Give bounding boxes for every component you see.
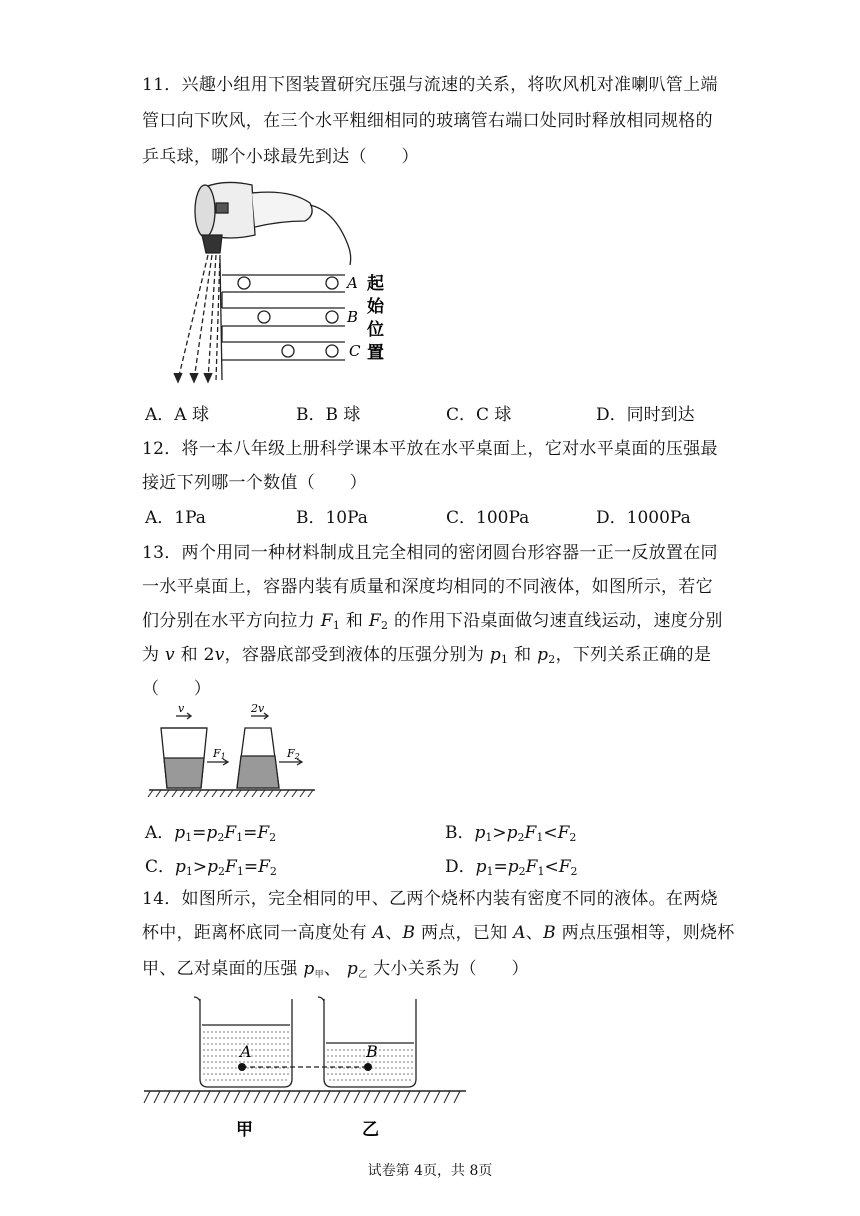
velocity-label-1: v	[178, 702, 185, 715]
tube-label-b: B	[347, 308, 359, 326]
q13-line-3: 们分别在水平方向拉力 $F_1$ 和 $F_2$ 的作用下沿桌面做匀速直线运动，速度分别	[142, 611, 723, 632]
side-label-3: 位	[367, 320, 384, 340]
point-a-label: A	[240, 1042, 252, 1061]
q11-option-b[interactable]: B．B 球	[296, 405, 361, 425]
q12-line-2: 接近下列哪一个数值（ ）	[142, 473, 367, 493]
q13-option-c[interactable]: C．$p_1>p_2F_1=F_2$	[145, 857, 277, 878]
q13-line-1: 13．两个用同一种材料制成且完全相同的密闭圆台形容器一正一反放置在同	[142, 543, 718, 563]
q12-option-d[interactable]: D．1000Pa	[596, 508, 691, 528]
q13-line-4: 为 v 和 2v，容器底部受到液体的压强分别为 $p_1$ 和 $p_2$，下列关系正确的是	[142, 645, 712, 666]
side-label-4: 置	[367, 343, 384, 363]
q12-option-a[interactable]: A．1Pa	[145, 508, 206, 528]
q11-line-2: 管口向下吹风，在三个水平粗细相同的玻璃管右端口处同时释放相同规格的	[142, 111, 713, 131]
beaker-label-yi: 乙	[362, 1120, 379, 1140]
tube-label-a: A	[347, 274, 358, 292]
point-b-label: B	[366, 1042, 378, 1061]
q11-option-c[interactable]: C．C 球	[446, 405, 512, 425]
q13-option-b[interactable]: B．$p_1>p_2F_1<F_2$	[445, 823, 577, 844]
q14-beakers-figure	[140, 995, 470, 1165]
tube-label-c: C	[349, 342, 361, 360]
q11-option-a[interactable]: A．A 球	[145, 405, 209, 425]
q14-line-1: 14．如图所示，完全相同的甲、乙两个烧杯内装有密度不同的液体。在两烧	[142, 889, 718, 909]
q13-line-5: （ ）	[142, 679, 212, 699]
q12-line-1: 12．将一本八年级上册科学课本平放在水平桌面上，它对水平桌面的压强最	[142, 439, 718, 459]
svg-text:F2: F2	[287, 747, 300, 761]
q11-line-1: 11．兴趣小组用下图装置研究压强与流速的关系，将吹风机对准喇叭管上端	[142, 75, 718, 95]
q13-option-d[interactable]: D．$p_1=p_2F_1<F_2$	[445, 857, 578, 878]
q13-option-a[interactable]: A．$p_1=p_2F_1=F_2$	[145, 823, 277, 844]
point-a-dot	[238, 1063, 246, 1071]
side-label-1: 起	[367, 274, 384, 294]
force-label-1: F	[213, 747, 221, 760]
q14-line-2: 杯中，距离杯底同一高度处有 A、B 两点，已知 A、B 两点压强相等，则烧杯	[142, 923, 735, 943]
force-label-2: F	[287, 747, 295, 760]
q11-option-d[interactable]: D．同时到达	[596, 405, 695, 425]
beaker-label-jia: 甲	[236, 1120, 253, 1140]
q14-line-3: 甲、乙对桌面的压强 $p_甲$、 $p_乙$ 大小关系为（ ）	[142, 959, 529, 980]
point-b-dot	[364, 1063, 372, 1071]
velocity-label-2: 2v	[251, 702, 265, 715]
q13-containers-figure	[145, 700, 320, 800]
svg-text:F1: F1	[213, 747, 226, 761]
q13-line-2: 一水平桌面上，容器内装有质量和深度均相同的不同液体，如图所示，若它	[142, 577, 713, 597]
q11-line-3: 乒乓球，哪个小球最先到达（ ）	[142, 147, 419, 167]
page-footer: 试卷第 4页，共 8页	[367, 1163, 493, 1179]
q11-hair-dryer-figure	[160, 175, 400, 390]
q12-option-b[interactable]: B．10Pa	[296, 508, 368, 528]
side-label-2: 始	[367, 297, 384, 317]
q12-option-c[interactable]: C．100Pa	[446, 508, 530, 528]
